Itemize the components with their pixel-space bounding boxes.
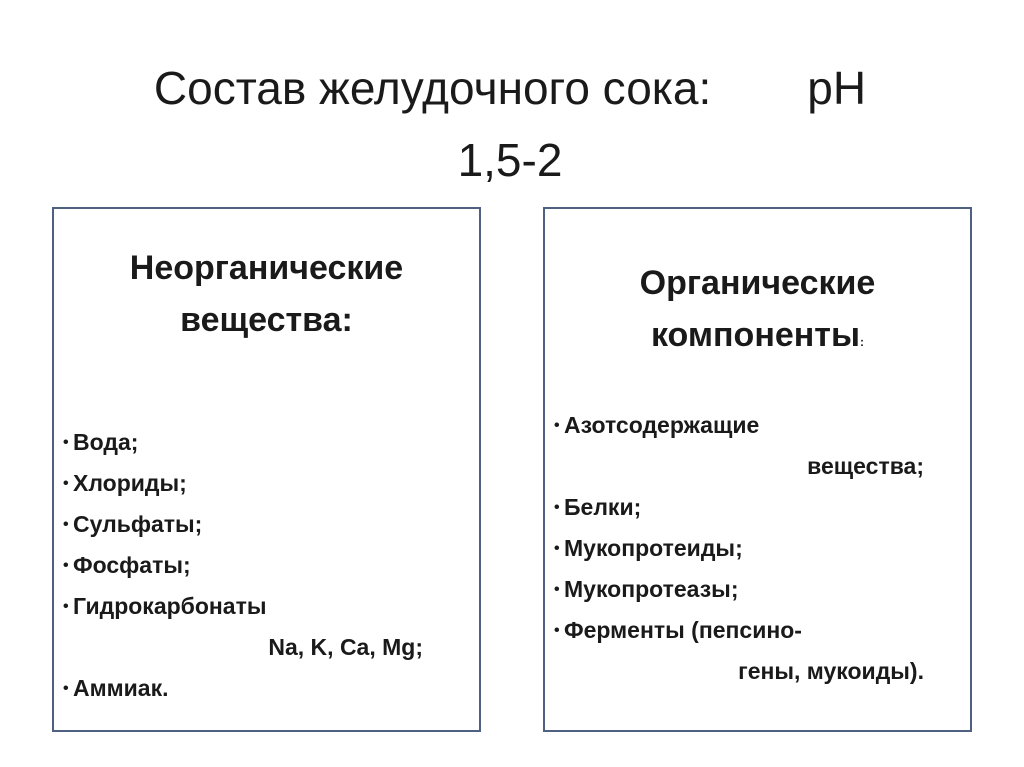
inorganic-heading	[54, 242, 479, 346]
list-item	[555, 610, 962, 692]
title-text: Состав желудочного сока:	[153, 62, 712, 114]
list-item-continuation: гены, мукоиды).	[738, 658, 924, 684]
heading-line-1: Органические	[639, 264, 876, 302]
bullet: •	[554, 499, 560, 516]
list-item	[64, 504, 471, 545]
bullet: •	[554, 581, 560, 598]
title-ph-value: 1,5-2	[457, 134, 563, 186]
list-item-continuation: Na, K, Ca, Mg;	[268, 634, 423, 660]
list-item	[64, 422, 471, 463]
list-item	[555, 569, 962, 610]
list-item-text: Вода;	[73, 429, 139, 455]
bullet: •	[63, 680, 69, 697]
title-ph-label: pH	[807, 62, 867, 114]
list-item-text: Белки;	[564, 494, 642, 520]
list-item-continuation: вещества;	[807, 453, 924, 479]
bullet: •	[63, 475, 69, 492]
organic-box	[543, 207, 972, 732]
list-item	[64, 545, 471, 586]
list-item-text: Аммиак.	[73, 675, 169, 701]
list-item-text: Сульфаты;	[73, 511, 203, 537]
list-item	[555, 487, 962, 528]
bullet: •	[554, 417, 560, 434]
inorganic-box	[52, 207, 481, 732]
bullet: •	[63, 598, 69, 615]
list-item-text: Фосфаты;	[73, 552, 191, 578]
heading-line-2: вещества:	[180, 301, 353, 339]
inorganic-list	[64, 422, 471, 709]
list-item-text: Азотсодержащие	[564, 412, 760, 438]
slide-title	[60, 52, 960, 196]
bullet: •	[554, 622, 560, 639]
bullet: •	[63, 434, 69, 451]
list-item-text: Мукопротеазы;	[564, 576, 739, 602]
heading-line-2-text: компоненты	[650, 316, 860, 354]
list-item	[555, 528, 962, 569]
heading-line-1: Неорганические	[129, 249, 404, 287]
heading-line-2	[545, 309, 970, 368]
list-item-text: Ферменты (пепсино-	[564, 617, 802, 643]
organic-heading	[545, 257, 970, 368]
list-item-text: Хлориды;	[73, 470, 187, 496]
list-item	[64, 463, 471, 504]
bullet: •	[554, 540, 560, 557]
list-item	[555, 405, 962, 487]
organic-list	[555, 405, 962, 692]
list-item-text: Гидрокарбонаты	[73, 593, 267, 619]
bullet: •	[63, 516, 69, 533]
list-item	[64, 668, 471, 709]
heading-suffix: :	[860, 335, 864, 349]
title-line-1	[60, 52, 960, 124]
bullet: •	[63, 557, 69, 574]
list-item	[64, 586, 471, 668]
list-item-text: Мукопротеиды;	[564, 535, 743, 561]
